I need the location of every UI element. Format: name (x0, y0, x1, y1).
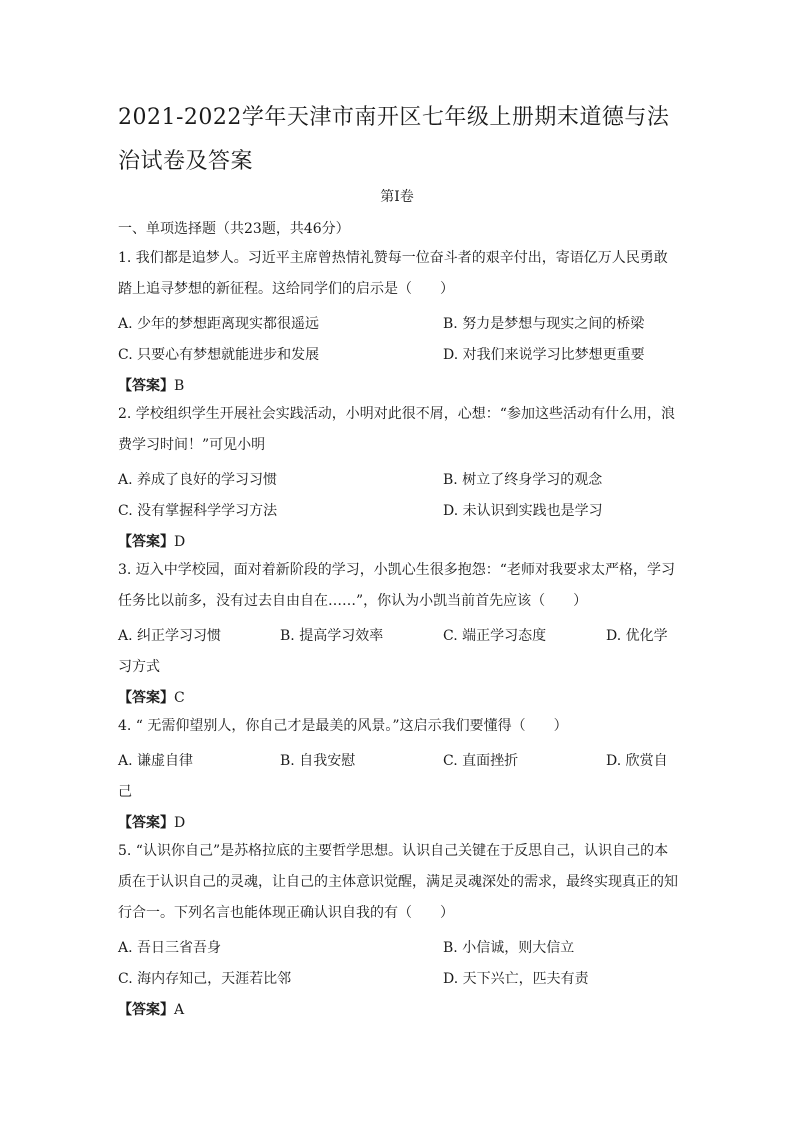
question-2-option-b: B. 树立了终身学习的观念 (443, 472, 603, 488)
answer-value: D (174, 815, 186, 831)
question-5-option-b: B. 小信诚，则大信立 (443, 940, 575, 956)
question-2-answer (118, 531, 185, 551)
question-3-option-d-continued: 习方式 (118, 659, 160, 675)
question-1-stem: 1. 我们都是追梦人。习近平主席曾热情礼赞每一位奋斗者的艰辛付出，寄语亿万人民勇敢踏上追寻梦想的新征程。这给同学们的启示是（ ） (118, 250, 668, 297)
question-1-answer (118, 375, 184, 395)
document-title: 2021-2022学年天津市南开区七年级上册期末道德与法治试卷及答案 (118, 105, 670, 174)
question-1-option-d: D. 对我们来说学习比梦想更重要 (443, 347, 645, 363)
answer-label: 【答案】 (118, 534, 174, 550)
question-3-option-c: C. 端正学习态度 (443, 628, 547, 644)
question-4-stem: 4. “ 无需仰望别人，你自己才是最美的风景。”这启示我们要懂得（ ） (118, 718, 568, 734)
question-1-option-a: A. 少年的梦想距离现实都很遥远 (118, 316, 320, 332)
question-3-option-d: D. 优化学 (606, 628, 668, 644)
question-2-option-d: D. 未认识到实践也是学习 (443, 503, 603, 519)
question-4-option-d: D. 欣赏自 (606, 753, 668, 769)
question-4-option-b: B. 自我安慰 (280, 753, 356, 769)
section-heading: 一、单项选择题（共23题，共46分） (118, 221, 350, 237)
question-5-option-a: A. 吾日三省吾身 (118, 940, 222, 956)
question-2-option-a: A. 养成了良好的学习习惯 (118, 472, 278, 488)
question-5-answer (118, 999, 184, 1019)
question-3-stem: 3. 迈入中学校园，面对着新阶段的学习，小凯心生很多抱怨：“老师对我要求太严格，学习任务比以前多，没有过去自由自在……”，你认为小凯当前首先应该（ ） (118, 562, 675, 609)
question-4-option-d-continued: 己 (118, 784, 132, 800)
answer-value: C (174, 690, 185, 706)
question-1-option-b: B. 努力是梦想与现实之间的桥梁 (443, 316, 645, 332)
question-2-option-c: C. 没有掌握科学学习方法 (118, 503, 278, 519)
question-5-stem: 5. “认识你自己”是苏格拉底的主要哲学思想。认识自己关键在于反思自己，认识自己的本质在于认识自己的灵魂，让自己的主体意识觉醒，满足灵魂深处的需求，最终实现真正的知行合一。下列名言也能体现正确认识自我的有（ ） (118, 843, 678, 921)
answer-value: A (174, 1002, 185, 1018)
answer-value: D (174, 534, 186, 550)
answer-value: B (174, 378, 185, 394)
question-3-option-a: A. 纠正学习习惯 (118, 628, 222, 644)
answer-label: 【答案】 (118, 690, 174, 706)
question-4-option-c: C. 直面挫折 (443, 753, 519, 769)
answer-label: 【答案】 (118, 815, 174, 831)
answer-label: 【答案】 (118, 1002, 174, 1018)
question-4-option-a: A. 谦虚自律 (118, 753, 194, 769)
answer-label: 【答案】 (118, 378, 174, 394)
question-2-stem: 2. 学校组织学生开展社会实践活动，小明对此很不屑，心想：“参加这些活动有什么用，浪费学习时间！”可见小明 (118, 406, 675, 453)
question-3-option-b: B. 提高学习效率 (280, 628, 384, 644)
question-3-answer (118, 687, 185, 707)
question-5-option-c: C. 海内存知己，天涯若比邻 (118, 971, 292, 987)
question-4-answer (118, 812, 185, 832)
volume-heading: 第Ⅰ卷 (380, 189, 414, 205)
question-5-option-d: D. 天下兴亡，匹夫有责 (443, 971, 589, 987)
question-1-option-c: C. 只要心有梦想就能进步和发展 (118, 347, 320, 363)
